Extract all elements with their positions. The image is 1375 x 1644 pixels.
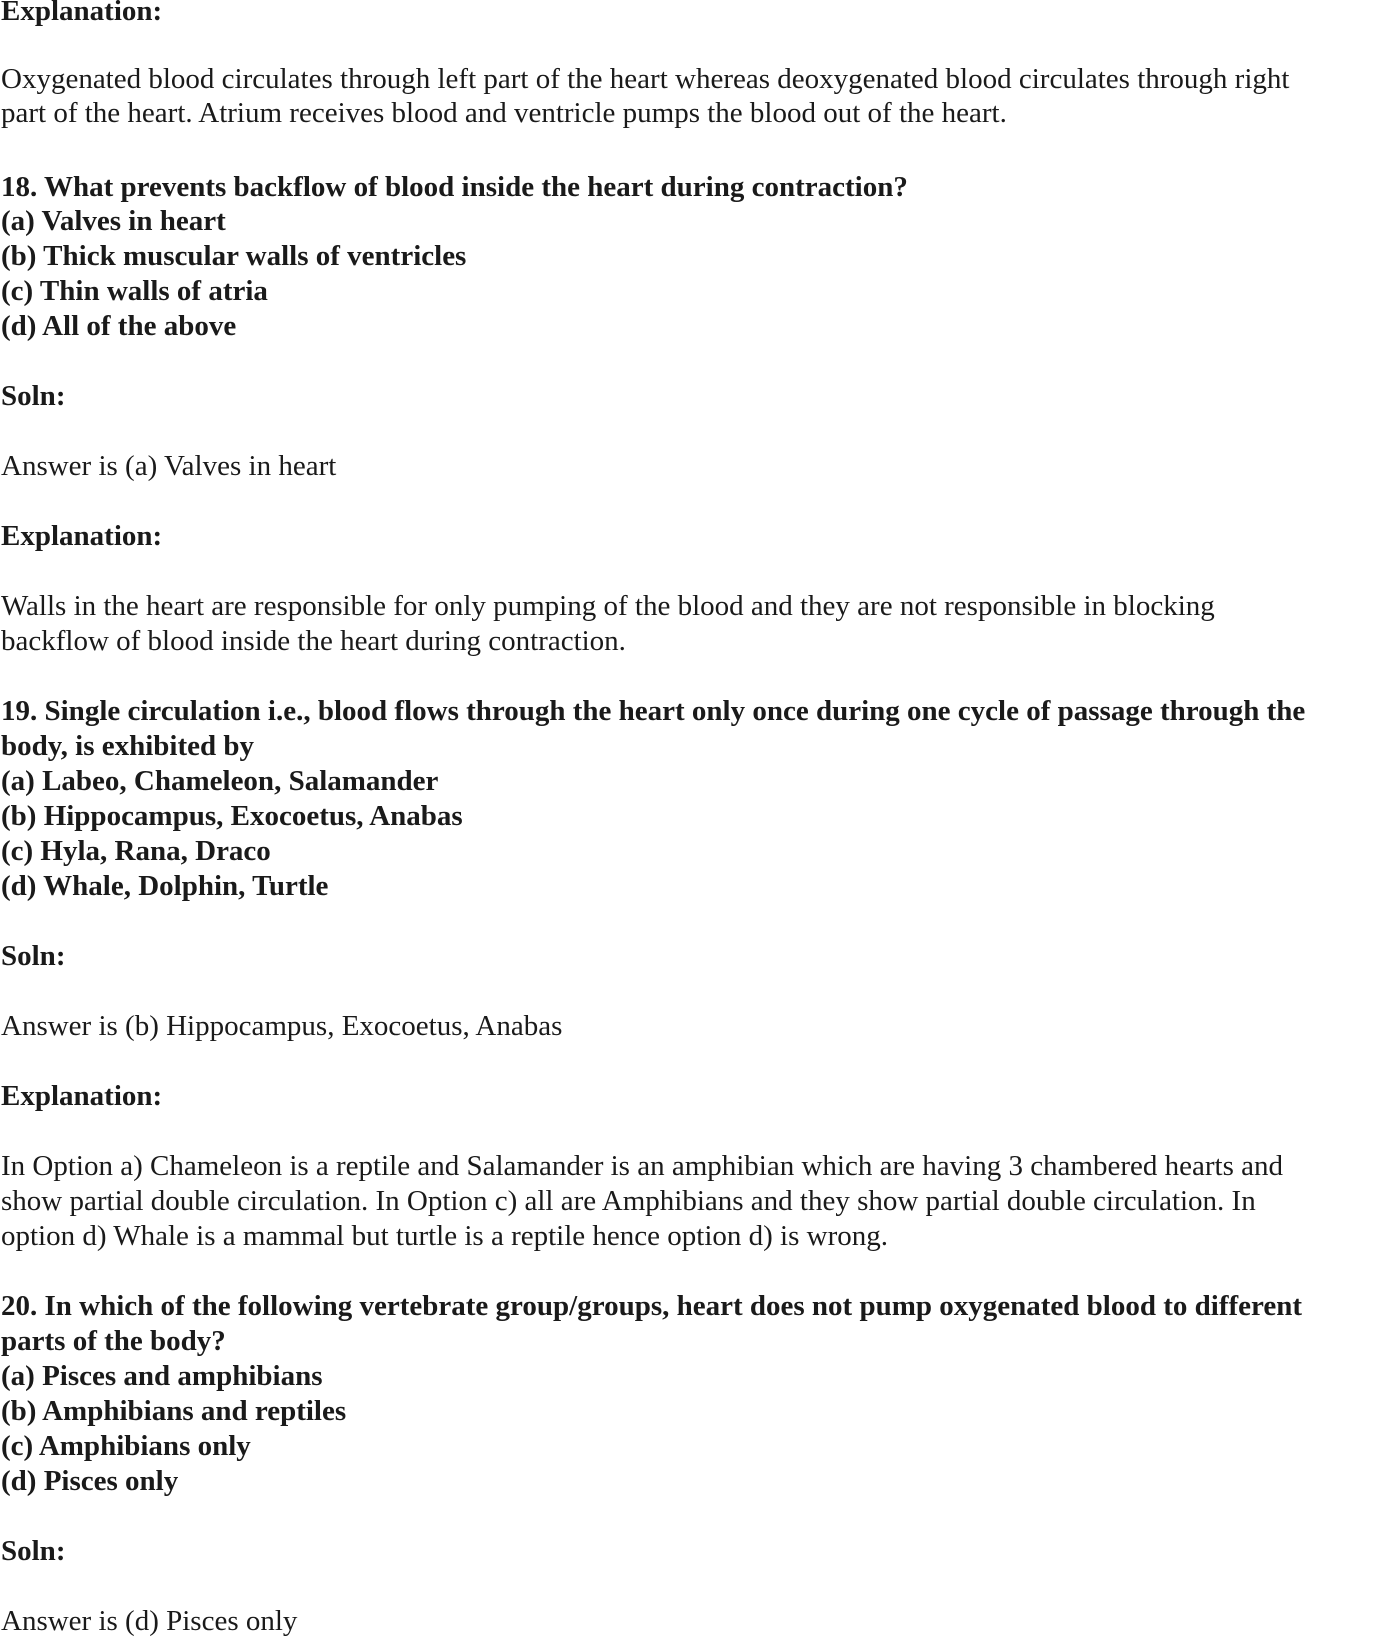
q19-explanation-text: option d) Whale is a mammal but turtle is a reptile hence option d) is wrong.	[1, 1220, 888, 1252]
q19-soln-heading: Soln:	[1, 940, 66, 972]
q18-option-b: (b) Thick muscular walls of ventricles	[1, 240, 467, 272]
q19-answer: Answer is (b) Hippocampus, Exocoetus, Anabas	[1, 1010, 563, 1042]
question-19-cont: body, is exhibited by	[1, 730, 255, 762]
q19-explanation-text: show partial double circulation. In Option c) all are Amphibians and they show partial double circulation. In	[1, 1185, 1256, 1217]
q20-option-b: (b) Amphibians and reptiles	[1, 1395, 347, 1427]
q20-soln-heading: Soln:	[1, 1535, 66, 1567]
q20-option-c: (c) Amphibians only	[1, 1430, 251, 1462]
q18-soln-heading: Soln:	[1, 380, 66, 412]
explanation-heading: Explanation:	[1, 0, 163, 27]
question-20: 20. In which of the following vertebrate group/groups, heart does not pump oxygenated blood to different	[1, 1290, 1303, 1322]
q18-explanation-heading: Explanation:	[1, 520, 163, 552]
q18-explanation-text: Walls in the heart are responsible for only pumping of the blood and they are not responsible in blocking	[1, 590, 1215, 622]
q19-option-c: (c) Hyla, Rana, Draco	[1, 835, 271, 867]
q20-option-d: (d) Pisces only	[1, 1465, 179, 1497]
q18-option-d: (d) All of the above	[1, 310, 237, 342]
q19-option-a: (a) Labeo, Chameleon, Salamander	[1, 765, 439, 797]
explanation-text: Oxygenated blood circulates through left part of the heart whereas deoxygenated blood circulates through right	[1, 63, 1290, 95]
q18-option-a: (a) Valves in heart	[1, 205, 226, 237]
q19-option-d: (d) Whale, Dolphin, Turtle	[1, 870, 329, 902]
explanation-text: part of the heart. Atrium receives blood and ventricle pumps the blood out of the heart.	[1, 97, 1007, 129]
q20-answer: Answer is (d) Pisces only	[1, 1605, 298, 1637]
q20-option-a: (a) Pisces and amphibians	[1, 1360, 323, 1392]
q18-explanation-text: backflow of blood inside the heart during contraction.	[1, 625, 626, 657]
q19-option-b: (b) Hippocampus, Exocoetus, Anabas	[1, 800, 463, 832]
question-18: 18. What prevents backflow of blood inside the heart during contraction?	[1, 171, 908, 203]
question-20-cont: parts of the body?	[1, 1325, 226, 1357]
question-19: 19. Single circulation i.e., blood flows through the heart only once during one cycle of passage through the	[1, 695, 1306, 727]
q18-option-c: (c) Thin walls of atria	[1, 275, 268, 307]
q18-answer: Answer is (a) Valves in heart	[1, 450, 337, 482]
q19-explanation-heading: Explanation:	[1, 1080, 163, 1112]
q19-explanation-text: In Option a) Chameleon is a reptile and Salamander is an amphibian which are having 3 chambered hearts and	[1, 1150, 1284, 1182]
